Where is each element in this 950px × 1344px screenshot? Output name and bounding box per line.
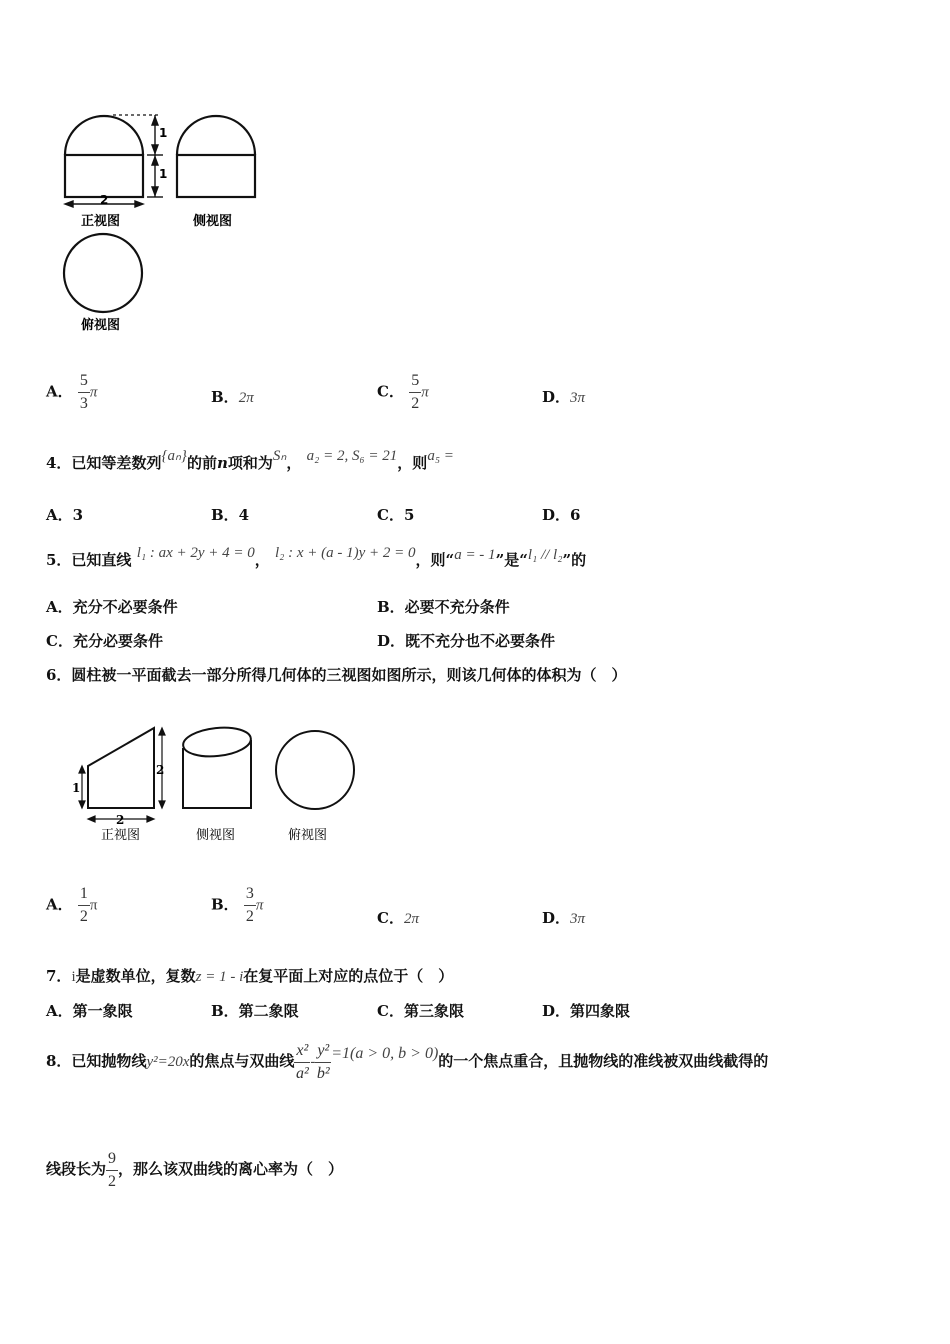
- side-view-label: 侧视图: [193, 214, 233, 229]
- q6-front-label: 正视图: [101, 828, 141, 843]
- q6-option-d[interactable]: [542, 907, 585, 928]
- front-view-shape: [65, 115, 160, 197]
- q7-option-d[interactable]: D．第四象限: [542, 1002, 631, 1020]
- fraction-numerator: 5: [409, 372, 421, 393]
- q4-sum: Sₙ: [272, 448, 287, 464]
- fraction-denominator: b²: [316, 1064, 330, 1082]
- q7-prefix: 7．: [46, 967, 72, 985]
- q5-line-1: l₁ : ax + 2y + 4 = 0: [136, 545, 255, 561]
- q6-option-b-fraction: [244, 885, 256, 926]
- figure-three-views-2: [70, 718, 370, 848]
- q4-option-b[interactable]: B．4: [211, 506, 250, 524]
- question-4: [46, 448, 454, 473]
- q6-left-height: 1: [72, 781, 81, 795]
- q6-side-label: 侧视图: [196, 828, 236, 843]
- q6-top-view-shape: [276, 731, 354, 809]
- q6-right-height: 2: [156, 763, 165, 777]
- figure-three-views-1: [55, 105, 285, 345]
- q3-option-c-fraction: [409, 372, 421, 413]
- q7-option-a[interactable]: A．第一象限: [46, 1002, 133, 1020]
- question-8-line-2: [46, 1146, 343, 1192]
- q5-condition: a = - 1: [454, 547, 496, 563]
- q4-prefix: 4．已知等差数列: [46, 454, 162, 472]
- q8-suffix: 的一个焦点重合，且抛物线的准线被双曲线截得的: [438, 1052, 769, 1070]
- side-view-shape: [177, 116, 255, 197]
- q5-line-2: l₂ : x + (a - 1)y + 2 = 0: [275, 545, 416, 561]
- q3-option-b[interactable]: [211, 386, 254, 407]
- q6-side-view-shape: [182, 725, 253, 808]
- q6-option-c-value: 2π: [403, 911, 419, 927]
- q5-parallel: l₁ // l₂: [527, 547, 563, 563]
- q5-suffix: ”的: [562, 551, 587, 569]
- q4-mid1: 的前: [186, 454, 217, 472]
- q8-equation: =1(a > 0, b > 0): [331, 1045, 439, 1062]
- fraction-numerator: y²: [315, 1042, 331, 1063]
- q6-option-c-letter: C．: [377, 909, 404, 927]
- q3-option-b-value: 2π: [238, 390, 254, 406]
- q4-condition: a₂ = 2, S₆ = 21: [306, 448, 398, 464]
- q4-option-d[interactable]: D．6: [542, 506, 581, 524]
- top-view-label: 俯视图: [81, 318, 121, 333]
- question-6: 6．圆柱被一平面截去一部分所得几何体的三视图如图所示，则该几何体的体积为（ ）: [46, 666, 627, 684]
- q5-option-b[interactable]: B．必要不充分条件: [377, 598, 510, 616]
- fraction-denominator: 3: [79, 395, 88, 412]
- q4-then: ，则: [397, 454, 428, 472]
- q3-option-d-letter: D．: [542, 388, 571, 406]
- question-8: [46, 1036, 768, 1087]
- q7-suffix: 在复平面上对应的点位于（ ）: [243, 967, 454, 985]
- q8-parabola: y²=20x: [146, 1054, 190, 1070]
- q3-option-b-letter: B．: [211, 388, 239, 406]
- q6-front-view-shape: [88, 728, 154, 808]
- q5-option-a[interactable]: A．充分不必要条件: [46, 598, 178, 616]
- q3-option-d-value: 3π: [570, 390, 586, 406]
- q6-option-d-value: 3π: [570, 911, 586, 927]
- q6-option-b-letter: B．: [211, 895, 239, 914]
- q8-hyperbola-x-term: [294, 1042, 310, 1083]
- q5-is: ”是“: [495, 551, 528, 569]
- q4-sequence: {aₙ}: [161, 448, 187, 464]
- fraction-numerator: x²: [294, 1042, 310, 1063]
- front-dimension-lines: [65, 115, 163, 207]
- q6-top-label: 俯视图: [288, 828, 328, 843]
- pi-symbol: π: [89, 897, 98, 914]
- q4-ask: a₅ =: [427, 448, 454, 464]
- q6-option-a-letter: A．: [46, 895, 73, 914]
- fraction-denominator: 2: [411, 395, 420, 412]
- q3-option-c[interactable]: [377, 372, 429, 413]
- question-7: [46, 965, 453, 986]
- q5-prefix: 5．已知直线: [46, 551, 132, 569]
- q3-option-a[interactable]: [46, 372, 97, 413]
- pi-symbol: π: [255, 897, 264, 914]
- q8-line2-prefix: 线段长为: [46, 1160, 107, 1178]
- fraction-denominator: a²: [295, 1064, 309, 1082]
- q4-option-a[interactable]: A．3: [46, 506, 84, 524]
- q3-option-a-fraction: [78, 372, 90, 413]
- q8-length-fraction: [106, 1150, 118, 1191]
- q5-option-d[interactable]: D．既不充分也不必要条件: [377, 632, 556, 650]
- q6-option-a-fraction: [78, 885, 90, 926]
- q4-comma: ，: [286, 454, 302, 472]
- question-5: [46, 545, 587, 570]
- q4-option-c[interactable]: C．5: [377, 506, 415, 524]
- q8-line2-suffix: ，那么该双曲线的离心率为（ ）: [118, 1160, 344, 1178]
- fraction-denominator: 2: [245, 908, 254, 925]
- q8-mid: 的焦点与双曲线: [189, 1052, 295, 1070]
- fraction-numerator: 5: [78, 372, 90, 393]
- fraction-numerator: 9: [106, 1150, 118, 1171]
- fraction-denominator: 2: [108, 1172, 117, 1190]
- front-view-label: 正视图: [81, 214, 121, 229]
- fraction-denominator: 2: [79, 908, 88, 925]
- q7-i: i: [71, 969, 76, 985]
- q5-comma: ，: [254, 551, 270, 569]
- fraction-numerator: 1: [78, 885, 90, 906]
- fraction-numerator: 3: [244, 885, 256, 906]
- q4-n: n: [216, 454, 228, 472]
- dim-top: 1: [159, 126, 168, 140]
- q6-option-d-letter: D．: [542, 909, 571, 927]
- q3-option-d[interactable]: [542, 386, 585, 407]
- q8-hyperbola-y-term: [315, 1042, 331, 1083]
- q3-option-a-letter: A．: [46, 382, 73, 401]
- q4-mid2: 项和为: [227, 454, 273, 472]
- dim-width: 2: [100, 193, 109, 207]
- q6-option-c[interactable]: [377, 907, 419, 928]
- q7-option-c[interactable]: C．第三象限: [377, 1002, 464, 1020]
- q5-option-c[interactable]: C．充分必要条件: [46, 632, 163, 650]
- q7-mid: 是虚数单位，复数: [75, 967, 196, 985]
- q7-complex-number: z = 1 - i: [195, 969, 244, 985]
- pi-symbol: π: [421, 384, 429, 401]
- q8-prefix: 8．已知抛物线: [46, 1052, 147, 1070]
- q8-minus: -: [310, 1054, 316, 1070]
- q7-option-b[interactable]: B．第二象限: [211, 1002, 299, 1020]
- q6-option-b[interactable]: [211, 885, 263, 926]
- pi-symbol: π: [89, 384, 98, 401]
- q3-option-c-letter: C．: [377, 382, 404, 401]
- dim-bottom: 1: [159, 167, 168, 181]
- q5-then: ，则“: [415, 551, 455, 569]
- top-view-shape: [64, 234, 142, 312]
- q6-option-a[interactable]: [46, 885, 97, 926]
- q6-width: 2: [116, 813, 125, 827]
